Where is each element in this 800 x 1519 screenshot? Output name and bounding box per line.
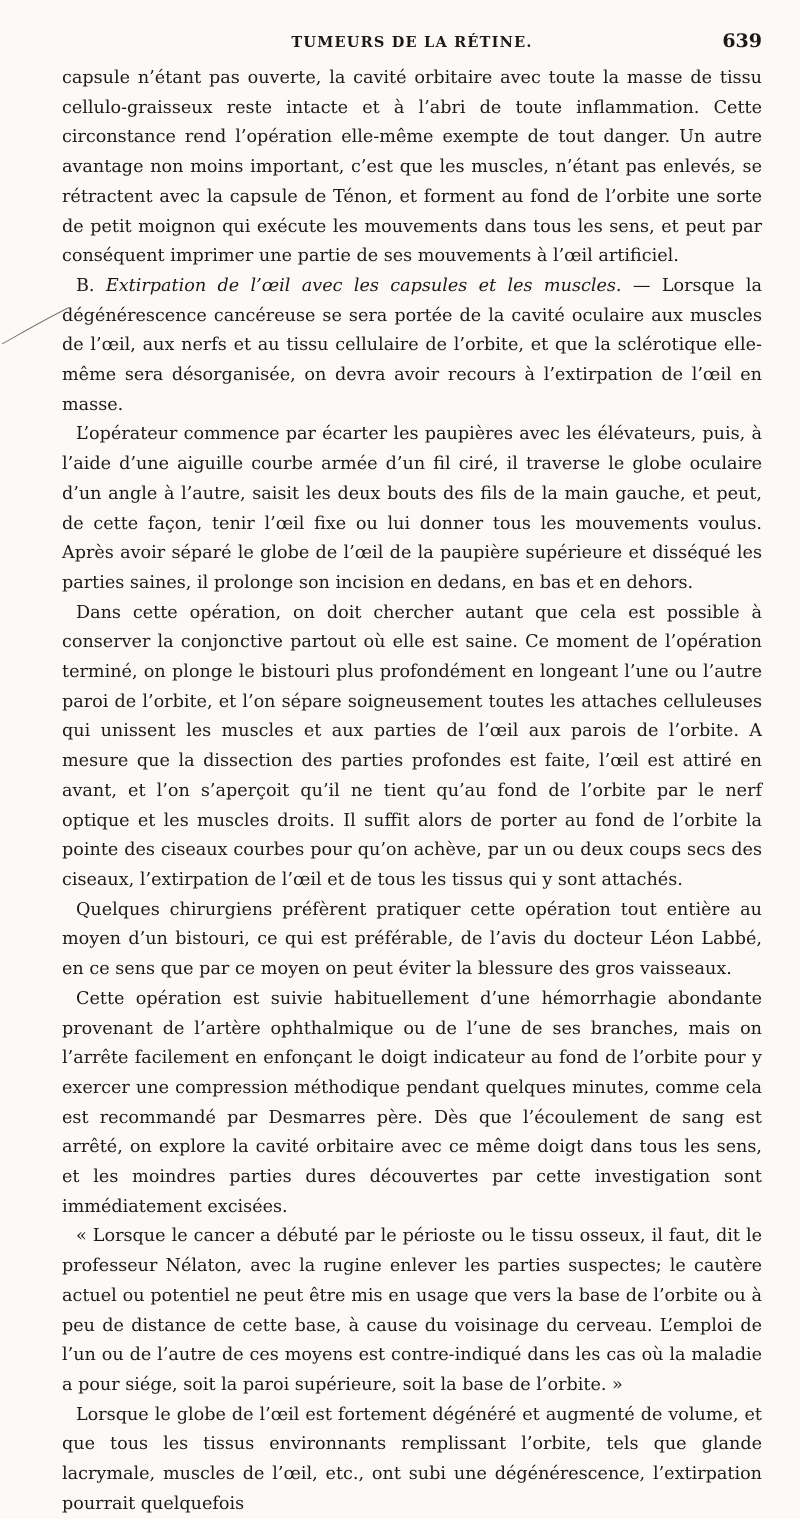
quoted-paragraph: « Lorsque le cancer a débuté par le périoste ou le tissu osseux, il faut, dit le professeur Nélaton, avec la rugine enlever les parties suspectes; le cautère actuel ou potentiel ne peut être mis en usage que vers la base de l’orbite ou à peu de distance de cette base, à cause du voisinage du cerveau. L’emploi de l’un ou de l’autre de ces moyens est contre-indiqué dans les cas où la maladie a pour siége, soit la paroi supérieure, soit la base de l’orbite. »	[62, 1226, 762, 1395]
section-heading: Extirpation de l’œil avec les capsules et les muscles.	[105, 275, 622, 296]
paragraph-text: — Lorsque la dégénérescence cancéreuse se sera portée de la cavité oculaire aux muscles de l’œil, aux nerfs et au tissu cellulaire de l’orbite, et que la sclérotique elle-même sera désorganisée, on devra avoir recours à l’extirpation de l’œil en masse.	[62, 275, 763, 415]
section-label: B.	[76, 275, 95, 296]
paragraph: Quelques chirurgiens préfèrent pratiquer cette opération tout entière au moyen d’un bistouri, ce qui est préférable, de l’avis du docteur Léon Labbé, en ce sens que par ce moyen on peut éviter la blessure des gros vaisseaux.	[62, 899, 762, 980]
page-header	[62, 28, 762, 58]
pencil-margin-mark	[0, 298, 70, 348]
paragraph: Cette opération est suivie habituellement d’une hémorrhagie abondante provenant de l’artère ophthalmique ou de l’une de ses branches, mais on l’arrête facilement en enfonçant le doigt indicateur au fond de l’orbite pour y exercer une compression méthodique pendant quelques minutes, comme cela est recommandé par Desmarres père. Dès que l’écoulement de sang est arrêté, on explore la cavité orbitaire avec ce même doigt dans tous les sens, et les moindres parties dures découvertes par cette investigation sont immédiatement excisées.	[62, 988, 762, 1217]
paragraph: Lorsque le globe de l’œil est fortement dégénéré et augmenté de volume, et que tous les tissus environnants remplissant l’orbite, tels que glande lacrymale, muscles de l’œil, etc., ont subi une dégénérescence, l’extirpation pourrait quelquefois	[62, 1404, 762, 1514]
body-text	[62, 64, 762, 1519]
paragraph	[62, 272, 762, 421]
paragraph: capsule n’étant pas ouverte, la cavité orbitaire avec toute la masse de tissu cellulo-graisseux reste intacte et à l’abri de toute inflammation. Cette circonstance rend l’opération elle-même exempte de tout danger. Un autre avantage non moins important, c’est que les muscles, n’étant pas enlevés, se rétractent avec la capsule de Ténon, et forment au fond de l’orbite une sorte de petit moignon qui exécute les mouvements dans tous les sens, et peut par conséquent imprimer une partie de ses mouvements à l’œil artificiel.	[62, 68, 762, 267]
running-title: TUMEURS DE LA RÉTINE.	[291, 34, 533, 51]
paragraph: Dans cette opération, on doit chercher autant que cela est possible à conserver la conjonctive partout où elle est saine. Ce moment de l’opération terminé, on plonge le bistouri plus profondément en longeant l’une ou l’autre paroi de l’orbite, et l’on sépare soigneusement toutes les attaches celluleuses qui unissent les muscles et aux parties de l’œil aux parois de l’orbite. A mesure que la dissection des parties profondes est faite, l’œil est attiré en avant, et l’on s’aperçoit qu’il ne tient qu’au fond de l’orbite par le nerf optique et les muscles droits. Il suffit alors de porter au fond de l’orbite la pointe des ciseaux courbes pour qu’on achève, par un ou deux coups secs des ciseaux, l’extirpation de l’œil et de tous les tissus qui y sont attachés.	[62, 602, 762, 890]
page-number: 639	[722, 30, 762, 52]
paragraph: L’opérateur commence par écarter les paupières avec les élévateurs, puis, à l’aide d’une aiguille courbe armée d’un fil ciré, il traverse le globe oculaire d’un angle à l’autre, saisit les deux bouts des fils de la main gauche, et peut, de cette façon, tenir l’œil fixe ou lui donner tous les mouvements voulus. Après avoir séparé le globe de l’œil de la paupière supérieure et disséqué les parties saines, il prolonge son incision en dedans, en bas et en dehors.	[62, 424, 762, 593]
